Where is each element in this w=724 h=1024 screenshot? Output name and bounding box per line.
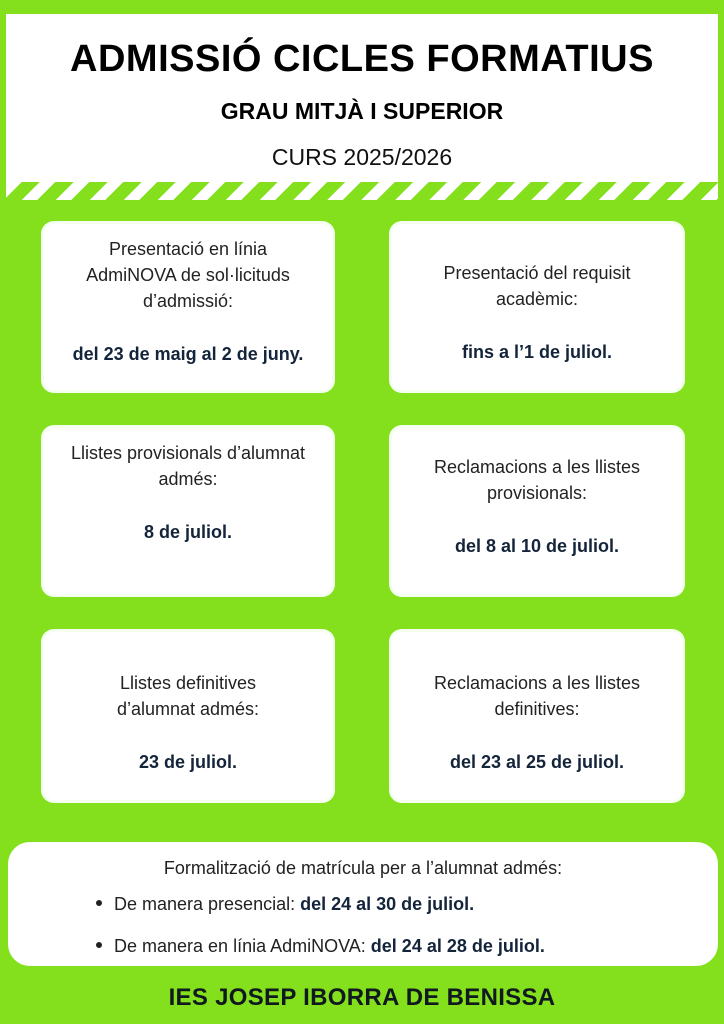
enrolment-panel: [8, 842, 718, 966]
card-academic-requirement: [392, 224, 682, 390]
card-description: Llistes provisionals d’alumnat admés:: [70, 443, 306, 489]
school-name: IES JOSEP IBORRA DE BENISSA: [168, 984, 556, 1011]
card-description: Reclamacions a les llistes definitives:: [433, 673, 641, 719]
card-description: Reclamacions a les llistes provisionals:: [433, 457, 641, 503]
card-provisional-claims: [392, 428, 682, 594]
header-panel: [6, 14, 718, 182]
card-description: Presentació en línia AdmiNOVA de sol·licituds d’admissió:: [86, 239, 290, 311]
card-date: del 23 al 25 de juliol.: [449, 752, 625, 772]
card-date: fins a l’1 de juliol.: [461, 342, 613, 362]
enrolment-item-date: del 24 al 28 de juliol.: [370, 936, 545, 956]
page-title: ADMISSIÓ CICLES FORMATIUS: [70, 38, 654, 80]
card-description: Llistes definitives d’alumnat admés:: [116, 673, 260, 719]
page-subtitle: GRAU MITJÀ I SUPERIOR: [220, 98, 504, 124]
card-provisional-lists: [44, 428, 332, 594]
enrolment-item-in-person: [96, 894, 474, 915]
card-date: 23 de juliol.: [138, 752, 238, 772]
enrolment-item-label: De manera presencial:: [114, 894, 296, 914]
striped-divider: [6, 182, 718, 200]
card-description: Presentació del requisit acadèmic:: [443, 263, 631, 309]
bullet-icon: [96, 942, 102, 948]
card-online-application: [44, 224, 332, 390]
enrolment-item-label: De manera en línia AdmiNOVA:: [114, 936, 366, 956]
bullet-icon: [96, 900, 102, 906]
enrolment-item-date: del 24 al 30 de juliol.: [300, 894, 475, 914]
enrolment-item-online: [96, 936, 545, 957]
enrolment-title: Formalització de matrícula per a l’alumnat admés:: [163, 858, 563, 878]
card-final-lists: [44, 632, 332, 800]
card-date: 8 de juliol.: [143, 522, 232, 542]
card-final-claims: [392, 632, 682, 800]
card-date: del 8 al 10 de juliol.: [454, 536, 620, 556]
card-date: del 23 de maig al 2 de juny.: [72, 344, 304, 364]
course-year: CURS 2025/2026: [271, 144, 453, 170]
